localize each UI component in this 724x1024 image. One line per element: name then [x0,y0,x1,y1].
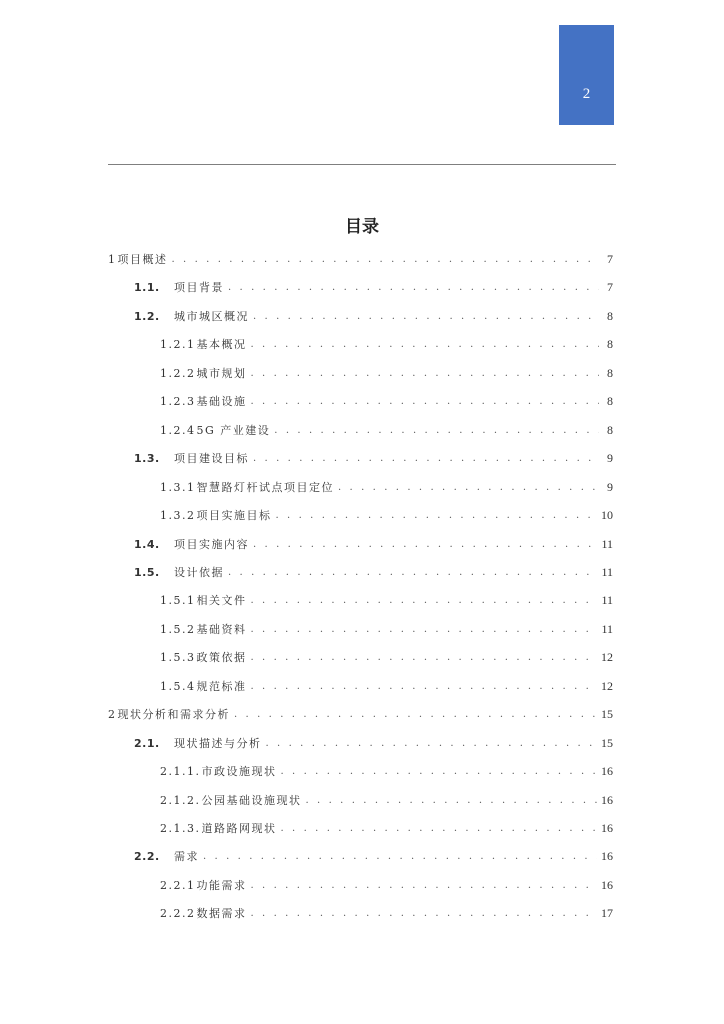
toc-entry-page: 15 [601,706,613,721]
toc-entry-number: 2.1.3. [160,821,201,835]
toc-entry-page: 16 [601,792,613,807]
toc-entry-title: 数据需求 [196,907,247,920]
toc-leader-dots [338,482,599,493]
toc-entry-number: 1.5.1 [160,593,196,607]
toc-leader-dots [251,339,600,350]
toc-entry[interactable] [160,501,613,529]
toc-leader-dots [251,595,598,606]
toc-entry[interactable] [108,245,613,273]
page-number: 2 [582,86,591,102]
toc-entry-title: 城市城区概况 [174,310,249,323]
toc-entry[interactable] [134,273,613,301]
toc-entry-number: 2.1.1. [160,764,201,778]
toc-leader-dots [203,851,597,862]
toc-entry-number: 2 [108,707,117,721]
header-divider [108,164,616,165]
toc-entry[interactable] [160,871,613,899]
toc-leader-dots [228,282,599,293]
toc-entry-title: 功能需求 [196,879,247,892]
toc-leader-dots [172,254,600,265]
toc-entry-page: 8 [607,365,613,380]
toc-entry-title: 现状描述与分析 [174,737,262,750]
toc-leader-dots [281,823,598,834]
toc-leader-dots [251,908,598,919]
toc-entry[interactable] [160,672,613,700]
toc-entry-page: 8 [607,308,613,323]
toc-entry-title: 项目实施内容 [174,538,249,551]
toc-entry-page: 11 [601,621,613,636]
toc-entry[interactable] [160,387,613,415]
toc-entry-page: 11 [601,536,613,551]
toc-entry-page: 9 [607,479,613,494]
toc-entry-page: 16 [601,848,613,863]
toc-leader-dots [274,425,599,436]
toc-entry-title: 现状分析和需求分析 [117,708,230,721]
toc-entry[interactable] [160,899,613,927]
toc-entry-page: 15 [601,735,613,750]
toc-entry-number: 1 [108,252,117,266]
toc-entry-title: 市政设施现状 [201,765,277,778]
toc-entry-page: 7 [607,279,613,294]
toc-entry-page: 8 [607,393,613,408]
toc-entry-page: 8 [607,422,613,437]
toc-leader-dots [253,453,599,464]
toc-entry-title: 规范标准 [196,680,247,693]
toc-entry[interactable] [160,615,613,643]
toc-entry-page: 10 [601,507,613,522]
toc-entry-page: 11 [601,564,613,579]
toc-entry-number: 1.2.1 [160,337,196,351]
toc-entry-number: 1.3.2 [160,508,196,522]
toc-entry-page: 16 [601,877,613,892]
toc-entry-number: 1.2.4 [160,423,196,437]
toc-entry-page: 7 [607,251,613,266]
toc-entry-page: 12 [601,678,613,693]
toc-entry[interactable] [160,416,613,444]
toc-entry-title: 政策依据 [196,651,247,664]
toc-leader-dots [266,738,598,749]
toc-leader-dots [281,766,598,777]
toc-entry-title: 项目建设目标 [174,452,249,465]
toc-entry-page: 16 [601,763,613,778]
toc-entry-title: 城市规划 [196,367,247,380]
toc-entry-number: 1.2. [134,309,160,323]
toc-entry-number: 2.1. [134,736,160,750]
toc-entry[interactable] [160,473,613,501]
toc-entry[interactable] [160,586,613,614]
toc-entry-page: 11 [601,592,613,607]
toc-entry-number: 1.2.3 [160,394,196,408]
toc-entry[interactable] [108,700,613,728]
toc-entry-number: 2.2. [134,849,160,863]
toc-entry-number: 1.5.4 [160,679,196,693]
toc-entry-title: 道路路网现状 [201,822,277,835]
toc-leader-dots [306,795,598,806]
toc-entry[interactable] [134,558,613,586]
toc-leader-dots [251,652,598,663]
toc-entry-title: 5G 产业建设 [196,424,271,437]
toc-entry[interactable] [160,643,613,671]
toc-leader-dots [251,681,598,692]
toc-entry-number: 1.3. [134,451,160,465]
toc-entry-page: 9 [607,450,613,465]
toc-leader-dots [253,311,599,322]
toc-entry[interactable] [160,786,613,814]
toc-entry[interactable] [160,359,613,387]
toc-entry-title: 需求 [174,850,199,863]
toc-entry[interactable] [134,729,613,757]
toc-entry-title: 智慧路灯杆试点项目定位 [196,481,334,494]
toc-entry[interactable] [134,530,613,558]
toc-entry-number: 1.4. [134,537,160,551]
toc-entry-page: 17 [601,905,613,920]
toc-leader-dots [251,396,600,407]
toc-title: 目录 [345,217,379,237]
toc-entry-number: 1.5.3 [160,650,196,664]
toc-entry-title: 公园基础设施现状 [201,794,302,807]
toc-entry-number: 2.2.1 [160,878,196,892]
toc-leader-dots [234,709,597,720]
toc-entry-number: 1.5. [134,565,160,579]
toc-leader-dots [276,510,598,521]
toc-entry-number: 1.5.2 [160,622,196,636]
toc-entry-number: 2.2.2 [160,906,196,920]
toc-entry[interactable] [134,842,613,870]
toc-leader-dots [251,880,598,891]
toc-leader-dots [251,368,600,379]
toc-entry-title: 基础资料 [196,623,247,636]
toc-entry-title: 项目背景 [174,281,224,294]
toc-leader-dots [253,539,597,550]
toc-entry-title: 项目实施目标 [196,509,272,522]
toc-leader-dots [251,624,598,635]
toc-entry-title: 相关文件 [196,594,247,607]
toc-entry-page: 12 [601,649,613,664]
toc-entry-title: 基本概况 [196,338,247,351]
toc-entry[interactable] [134,302,613,330]
toc-entry-title: 项目概述 [117,253,168,266]
toc-entry-number: 1.3.1 [160,480,196,494]
toc-entry-number: 2.1.2. [160,793,201,807]
toc-entry-number: 1.1. [134,280,160,294]
toc-entry[interactable] [160,814,613,842]
toc-entry-page: 8 [607,336,613,351]
toc-leader-dots [228,567,597,578]
toc-entry[interactable] [134,444,613,472]
toc-entry-title: 设计依据 [174,566,224,579]
toc-entry-title: 基础设施 [196,395,247,408]
page-number-badge [559,25,614,125]
toc-entry[interactable] [160,330,613,358]
toc-entry[interactable] [160,757,613,785]
toc-entry-number: 1.2.2 [160,366,196,380]
toc-entry-page: 16 [601,820,613,835]
